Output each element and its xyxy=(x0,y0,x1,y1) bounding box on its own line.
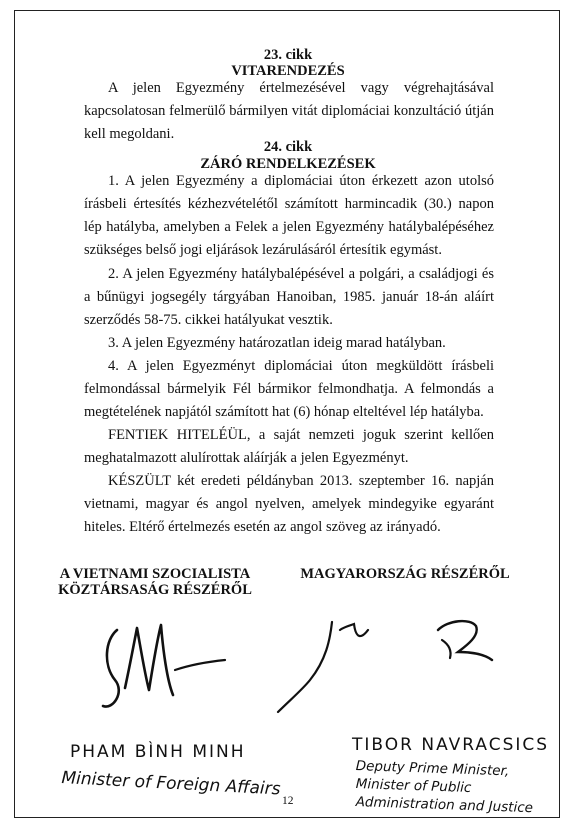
article-24-paragraph-2: 2. A jelen Egyezmény hatálybalépésével a polgári, a családjogi és a bűnügyi jogsegély tárgyában Hanoiban, 1985. január 18-án aláírt szerződés 58-75. cikkei hatályukat vesztik. xyxy=(84,266,494,328)
article-23-paragraph: A jelen Egyezmény értelmezésével vagy végrehajtásával kapcsolatosan felmerülő bármilyen vitát diplomáciai konzultáció útján kell megoldani. xyxy=(84,80,494,142)
done-clause: KÉSZÜLT két eredeti példányban 2013. szeptember 16. napján vietnami, magyar és angol nyelven, amelyek mindegyike egyaránt hiteles. Eltérő értelmezés esetén az angol szöveg az irányadó. xyxy=(84,473,494,535)
hungary-signatory-heading: MAGYARORSZÁG RÉSZÉRŐL xyxy=(300,566,510,582)
hungary-signatory-title-line3: Administration and Justice xyxy=(355,794,534,817)
article-24-paragraph-1: 1. A jelen Egyezmény a diplomáciai úton érkezett azon utolsó írásbeli értesítés kézhezvételétől számított harmincadik (30.) napon lép hatályba, amelyben a Felek a jelen Egyezmény hatálybalépéséhez szükséges belső jogi eljárások lezárulásáról értesítik egymást. xyxy=(84,173,494,258)
hungary-signatory-title-line1: Deputy Prime Minister, xyxy=(355,758,510,780)
page-number: 12 xyxy=(282,795,294,807)
vietnam-signatory-heading: A VIETNAMI SZOCIALISTA KÖZTÁRSASÁG RÉSZÉRŐL xyxy=(58,566,252,598)
hungary-signature xyxy=(270,600,500,720)
article-24-paragraph-4: 4. A jelen Egyezményt diplomáciai úton megküldött írásbeli felmondással bármelyik Fél bármikor felmondhatja. A felmondás a megtételének napjától számított hat (6) hónap elteltével lép hatályba. xyxy=(84,358,494,420)
article-24-number: 24. cikk xyxy=(263,139,313,155)
article-24-title: ZÁRÓ RENDELKEZÉSEK xyxy=(200,156,376,172)
hungary-signatory-name: TIBOR NAVRACSICS xyxy=(352,735,550,755)
vietnam-signatory-name: PHAM BÌNH MINH xyxy=(70,742,246,762)
article-24-paragraph-3: 3. A jelen Egyezmény határozatlan ideig marad hatályban. xyxy=(108,335,446,351)
witness-clause: FENTIEK HITELÉÜL, a saját nemzeti joguk szerint kellően meghatalmazott alulírottak aláírják a jelen Egyezményt. xyxy=(84,427,494,466)
vietnam-signatory-title: Minister of Foreign Affairs xyxy=(60,768,281,800)
article-23-title: VITARENDEZÉS xyxy=(231,63,345,79)
hungary-signatory-title-line2: Minister of Public xyxy=(355,776,472,797)
vietnam-signature xyxy=(95,610,235,720)
article-23-number: 23. cikk xyxy=(263,47,313,63)
